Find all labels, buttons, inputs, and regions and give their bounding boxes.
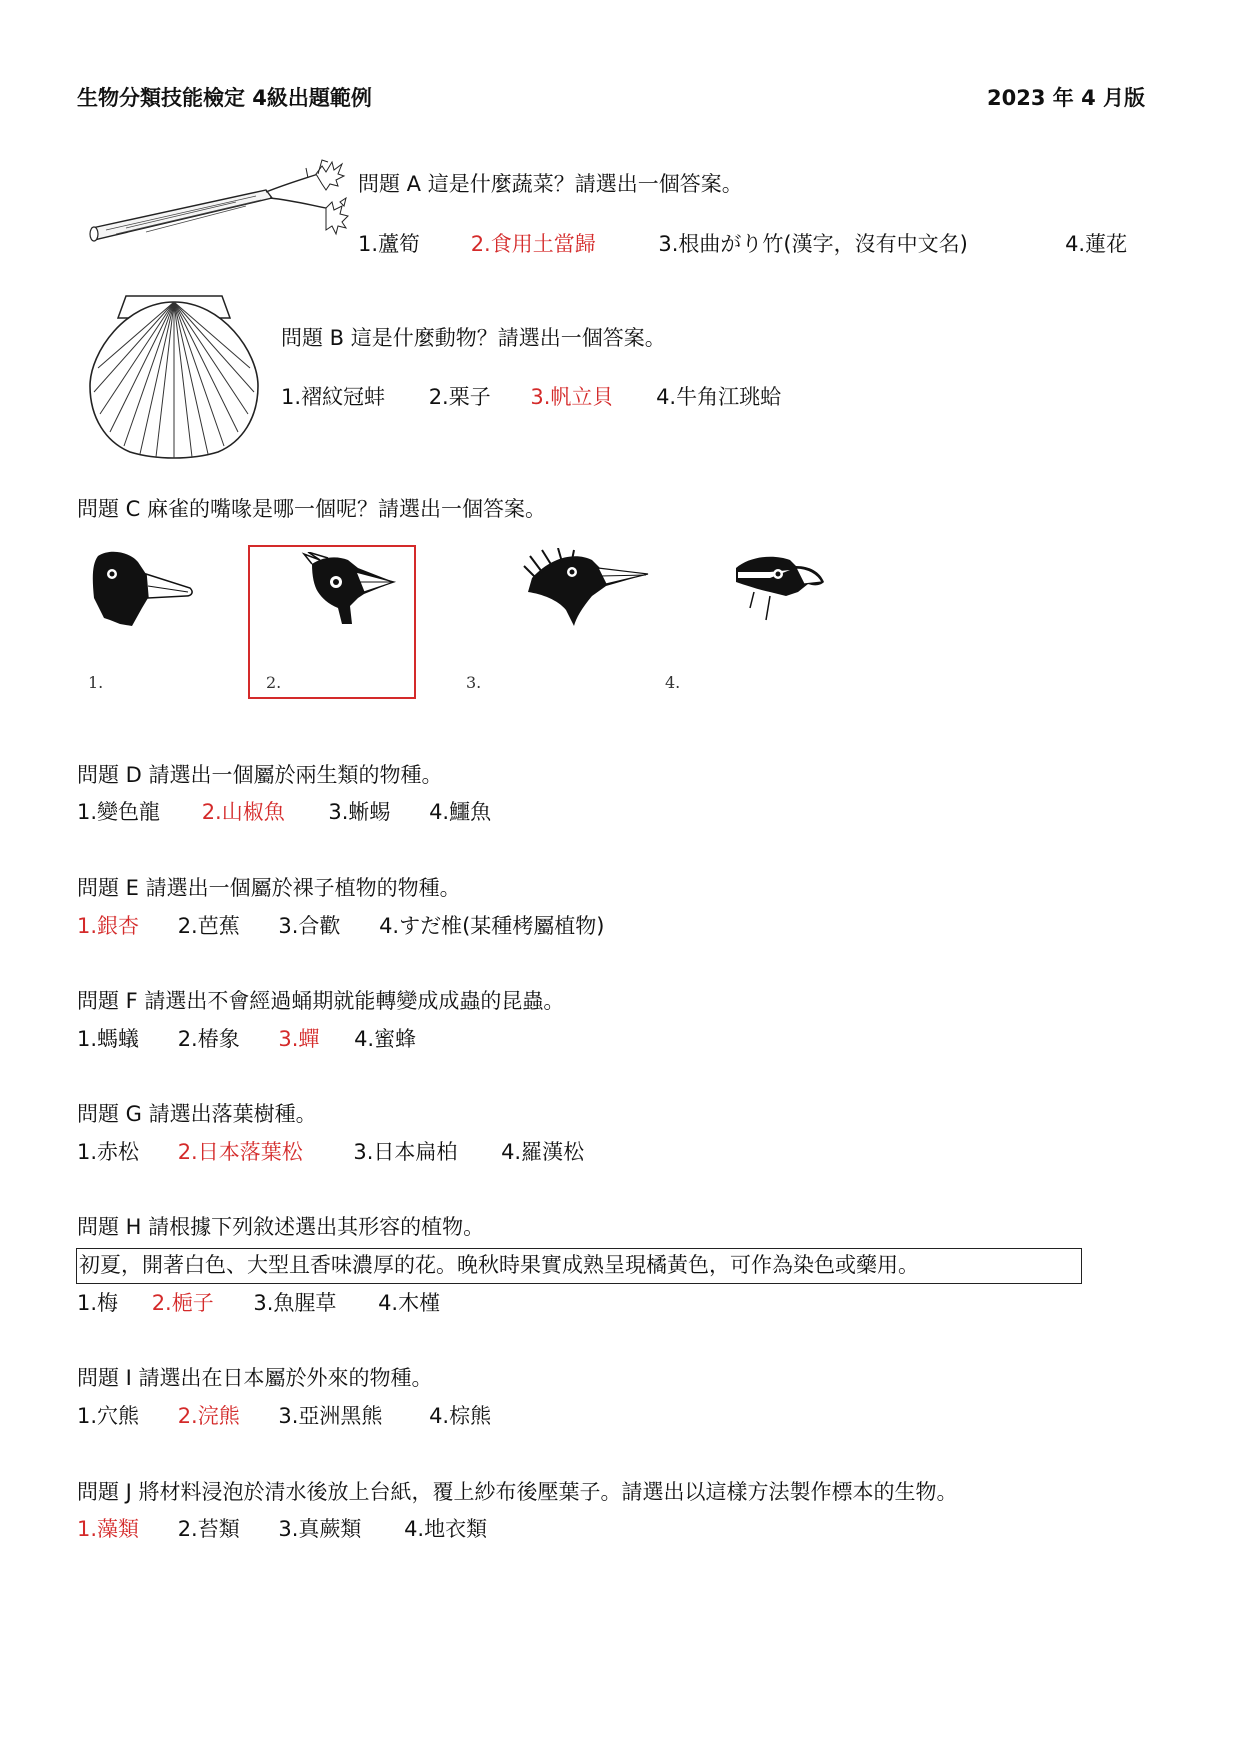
question-e-prompt: 問題 E 請選出一個屬於裸子植物的物種。 — [77, 876, 461, 900]
question-h-option-3[interactable]: 3.魚腥草 — [253, 1291, 337, 1315]
question-i-prompt: 問題 I 請選出在日本屬於外來的物種。 — [77, 1366, 433, 1390]
question-f-options — [77, 1024, 416, 1054]
question-h-option-4[interactable]: 4.木槿 — [378, 1291, 441, 1315]
question-c-prompt: 問題 C 麻雀的嘴喙是哪一個呢？請選出一個答案。 — [77, 497, 547, 521]
question-i-options — [77, 1401, 491, 1431]
question-h-options — [77, 1288, 440, 1318]
question-j-options — [77, 1514, 487, 1544]
question-d-option-1[interactable]: 1.變色龍 — [77, 800, 161, 824]
question-h-description-box: 初夏，開著白色、大型且香味濃厚的花。晚秋時果實成熟呈現橘黃色，可作為染色或藥用。 — [76, 1248, 1082, 1284]
question-a-option-1[interactable]: 1.蘆筍 — [358, 232, 421, 256]
question-j-prompt: 問題 J 將材料浸泡於清水後放上台紙，覆上紗布後壓葉子。請選出以這樣方法製作標本的生物。 — [77, 1480, 958, 1504]
question-h-option-1[interactable]: 1.梅 — [77, 1291, 119, 1315]
question-f-option-1[interactable]: 1.螞蟻 — [77, 1027, 140, 1051]
question-g-prompt: 問題 G 請選出落葉樹種。 — [77, 1102, 317, 1126]
question-b-option-2[interactable]: 2.栗子 — [428, 385, 491, 409]
question-g-option-4[interactable]: 4.羅漢松 — [501, 1140, 585, 1164]
question-f-option-3[interactable]: 3.蟬 — [278, 1027, 320, 1051]
question-i-option-1[interactable]: 1.穴熊 — [77, 1404, 140, 1428]
question-b-options — [281, 382, 781, 412]
question-e-options — [77, 911, 604, 941]
scallop-shell-illustration — [86, 292, 262, 460]
question-e-option-4[interactable]: 4.すだ椎(某種栲屬植物) — [379, 914, 605, 938]
question-a-option-2[interactable]: 2.食用土當歸 — [470, 232, 596, 256]
question-d-option-2[interactable]: 2.山椒魚 — [201, 800, 285, 824]
question-j-option-2[interactable]: 2.苔類 — [177, 1517, 240, 1541]
question-f-option-4[interactable]: 4.蜜蜂 — [354, 1027, 417, 1051]
question-h-option-2[interactable]: 2.梔子 — [151, 1291, 214, 1315]
question-i-option-4[interactable]: 4.棕熊 — [429, 1404, 492, 1428]
question-g-option-1[interactable]: 1.赤松 — [77, 1140, 140, 1164]
beak-option-3-illustration[interactable] — [522, 548, 652, 628]
question-j-option-4[interactable]: 4.地衣類 — [404, 1517, 488, 1541]
udo-stalk-illustration — [86, 148, 351, 250]
question-e-option-3[interactable]: 3.合歡 — [278, 914, 341, 938]
question-g-option-3[interactable]: 3.日本扁柏 — [353, 1140, 458, 1164]
question-e-option-2[interactable]: 2.芭蕉 — [177, 914, 240, 938]
question-i-option-3[interactable]: 3.亞洲黑熊 — [278, 1404, 383, 1428]
question-d-prompt: 問題 D 請選出一個屬於兩生類的物種。 — [77, 763, 443, 787]
question-i-option-2[interactable]: 2.浣熊 — [177, 1404, 240, 1428]
question-a-option-4[interactable]: 4.蓮花 — [1065, 232, 1128, 256]
question-d-options — [77, 797, 491, 827]
question-j-option-3[interactable]: 3.真蕨類 — [278, 1517, 362, 1541]
question-j-option-1[interactable]: 1.藻類 — [77, 1517, 140, 1541]
question-f-option-2[interactable]: 2.椿象 — [177, 1027, 240, 1051]
question-b-option-3[interactable]: 3.帆立貝 — [530, 385, 614, 409]
beak-label-2: 2. — [266, 673, 282, 692]
beak-label-3: 3. — [466, 673, 482, 692]
question-f-prompt: 問題 F 請選出不會經過蛹期就能轉變成成蟲的昆蟲。 — [77, 989, 565, 1013]
beak-option-1-illustration[interactable] — [90, 548, 200, 628]
question-a-option-3[interactable]: 3.根曲がり竹(漢字，沒有中文名) — [658, 232, 968, 256]
question-g-option-2[interactable]: 2.日本落葉松 — [177, 1140, 303, 1164]
question-d-option-3[interactable]: 3.蜥蜴 — [328, 800, 391, 824]
question-a-prompt: 問題 A 這是什麼蔬菜？請選出一個答案。 — [358, 172, 743, 196]
question-e-option-1[interactable]: 1.銀杏 — [77, 914, 140, 938]
question-d-option-4[interactable]: 4.鱷魚 — [429, 800, 492, 824]
question-h-prompt: 問題 H 請根據下列敘述選出其形容的植物。 — [77, 1215, 485, 1239]
question-b-option-4[interactable]: 4.牛角江珧蛤 — [656, 385, 782, 409]
edition-label: 2023 年 4 月版 — [987, 86, 1145, 110]
question-b-option-1[interactable]: 1.褶紋冠蚌 — [281, 385, 386, 409]
beak-option-4-illustration[interactable] — [730, 552, 826, 624]
beak-label-1: 1. — [88, 673, 104, 692]
beak-label-4: 4. — [665, 673, 681, 692]
question-a-options — [358, 229, 1127, 259]
exam-title: 生物分類技能檢定 4級出題範例 — [77, 86, 372, 110]
question-g-options — [77, 1137, 584, 1167]
question-b-prompt: 問題 B 這是什麼動物？請選出一個答案。 — [281, 326, 666, 350]
